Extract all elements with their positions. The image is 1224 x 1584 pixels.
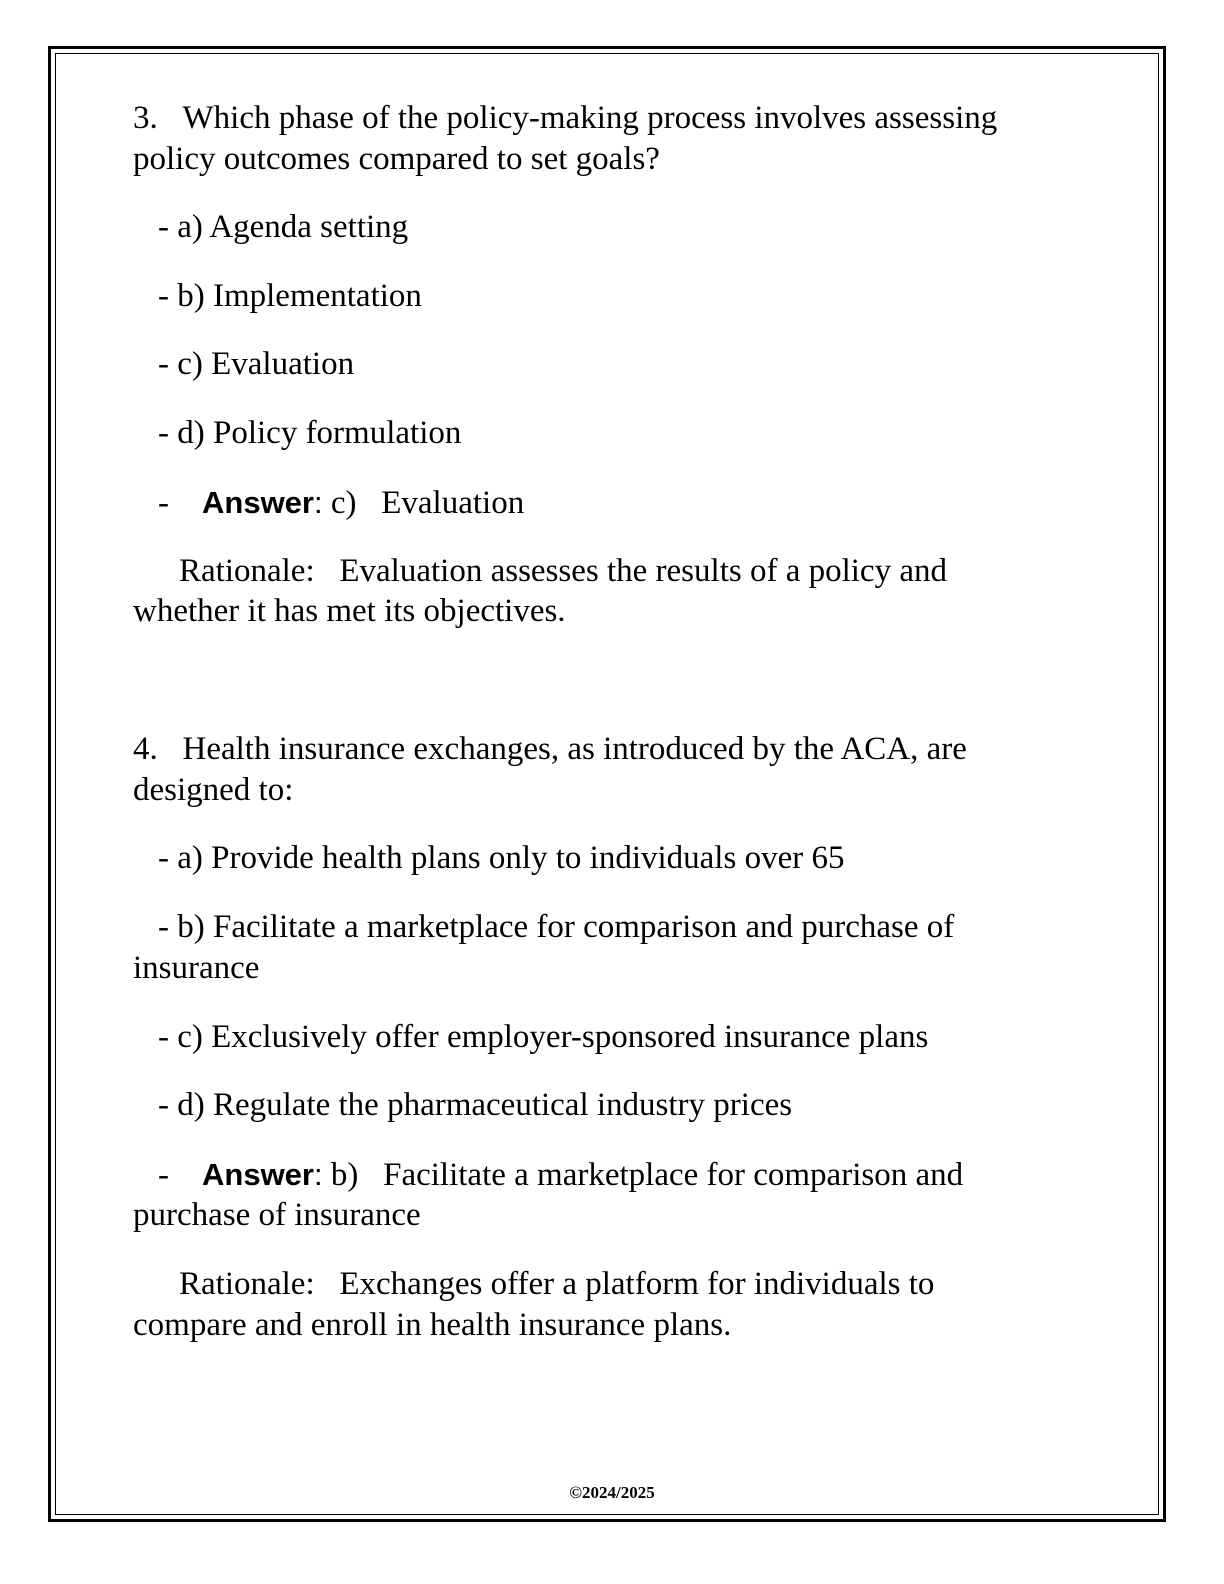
answer-continuation: purchase of insurance (133, 1197, 421, 1233)
question-number: 3. (133, 100, 158, 136)
copyright-footer: ©2024/2025 (569, 1483, 655, 1502)
answer-value: c) Evaluation (330, 485, 525, 521)
option-b: - b) Implementation (158, 278, 422, 314)
rationale-line-2: compare and enroll in health insurance plans. (133, 1307, 732, 1343)
option-d: - d) Regulate the pharmaceutical industry prices (158, 1087, 793, 1123)
question-text: Which phase of the policy-making process involves assessing (182, 100, 998, 136)
option-a: - a) Agenda setting (158, 209, 409, 245)
question-3-line-2: policy outcomes compared to set goals? (133, 141, 660, 177)
answer-dash: - (158, 485, 169, 521)
question-4-line-2: designed to: (133, 772, 294, 808)
rationale-line-1: Rationale: Exchanges offer a platform for individuals to (179, 1266, 935, 1302)
answer-dash: - (158, 1157, 169, 1193)
option-d: - d) Policy formulation (158, 415, 462, 451)
option-a: - a) Provide health plans only to individuals over 65 (158, 840, 845, 876)
option-c: - c) Exclusively offer employer-sponsored insurance plans (158, 1019, 929, 1055)
question-text: Health insurance exchanges, as introduced by the ACA, are (182, 731, 967, 767)
rationale-line-2: whether it has met its objectives. (133, 593, 566, 629)
answer-label: Answer (202, 1157, 314, 1192)
question-number: 4. (133, 731, 158, 767)
option-b-continuation: insurance (133, 950, 260, 986)
answer-colon: : (313, 1157, 323, 1192)
question-4-line-1 (133, 729, 967, 770)
question-3-line-1 (133, 98, 997, 139)
rationale-line-1: Rationale: Evaluation assesses the results of a policy and (179, 553, 947, 589)
answer-line (133, 1154, 963, 1196)
option-c: - c) Evaluation (158, 346, 355, 382)
answer-line (133, 482, 524, 524)
option-b: - b) Facilitate a marketplace for comparison and purchase of (158, 909, 955, 945)
answer-value: b) Facilitate a marketplace for comparison and (330, 1157, 964, 1193)
answer-label: Answer (202, 485, 314, 520)
answer-colon: : (313, 485, 323, 520)
